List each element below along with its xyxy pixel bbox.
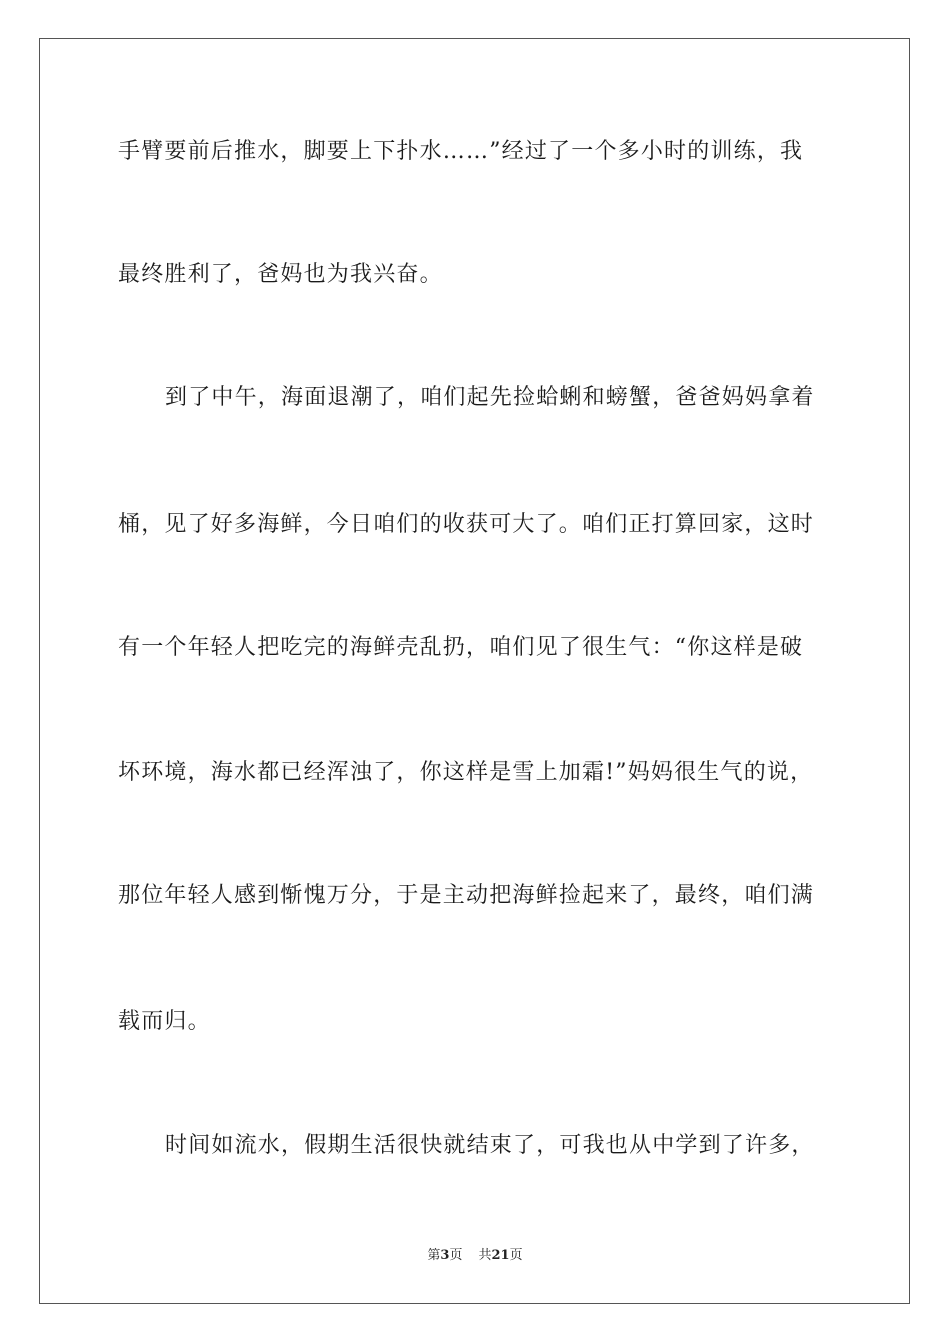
paragraph-start-line-9: 时间如流水，假期生活很快就结束了，可我也从中学到了许多， — [165, 1133, 815, 1158]
text-line-5: 有一个年轻人把吃完的海鲜壳乱扔，咱们见了很生气：“你这样是破 — [118, 635, 804, 660]
page-footer — [0, 1247, 950, 1265]
text-line-1: 手臂要前后推水，脚要上下扑水……”经过了一个多小时的训练，我 — [118, 139, 804, 164]
text-line-7: 那位年轻人感到惭愧万分，于是主动把海鲜捡起来了，最终，咱们满 — [118, 883, 815, 908]
total-suffix: 页 — [509, 1248, 523, 1263]
page-border — [39, 38, 910, 1304]
total-pages: 21 — [491, 1248, 510, 1263]
page-prefix: 第 — [427, 1248, 441, 1263]
text-line-6: 坏环境，海水都已经浑浊了，你这样是雪上加霜!”妈妈很生气的说， — [118, 760, 814, 785]
text-line-8: 载而归。 — [118, 1009, 211, 1034]
text-line-4: 桶，见了好多海鲜，今日咱们的收获可大了。咱们正打算回家，这时 — [118, 512, 815, 537]
paragraph-start-line-3: 到了中午，海面退潮了，咱们起先捡蛤蜊和螃蟹，爸爸妈妈拿着 — [165, 385, 815, 410]
text-line-2: 最终胜利了，爸妈也为我兴奋。 — [118, 262, 443, 287]
page-number: 3 — [440, 1248, 450, 1263]
page-suffix: 页 — [449, 1248, 463, 1263]
total-prefix: 共 — [478, 1248, 492, 1263]
